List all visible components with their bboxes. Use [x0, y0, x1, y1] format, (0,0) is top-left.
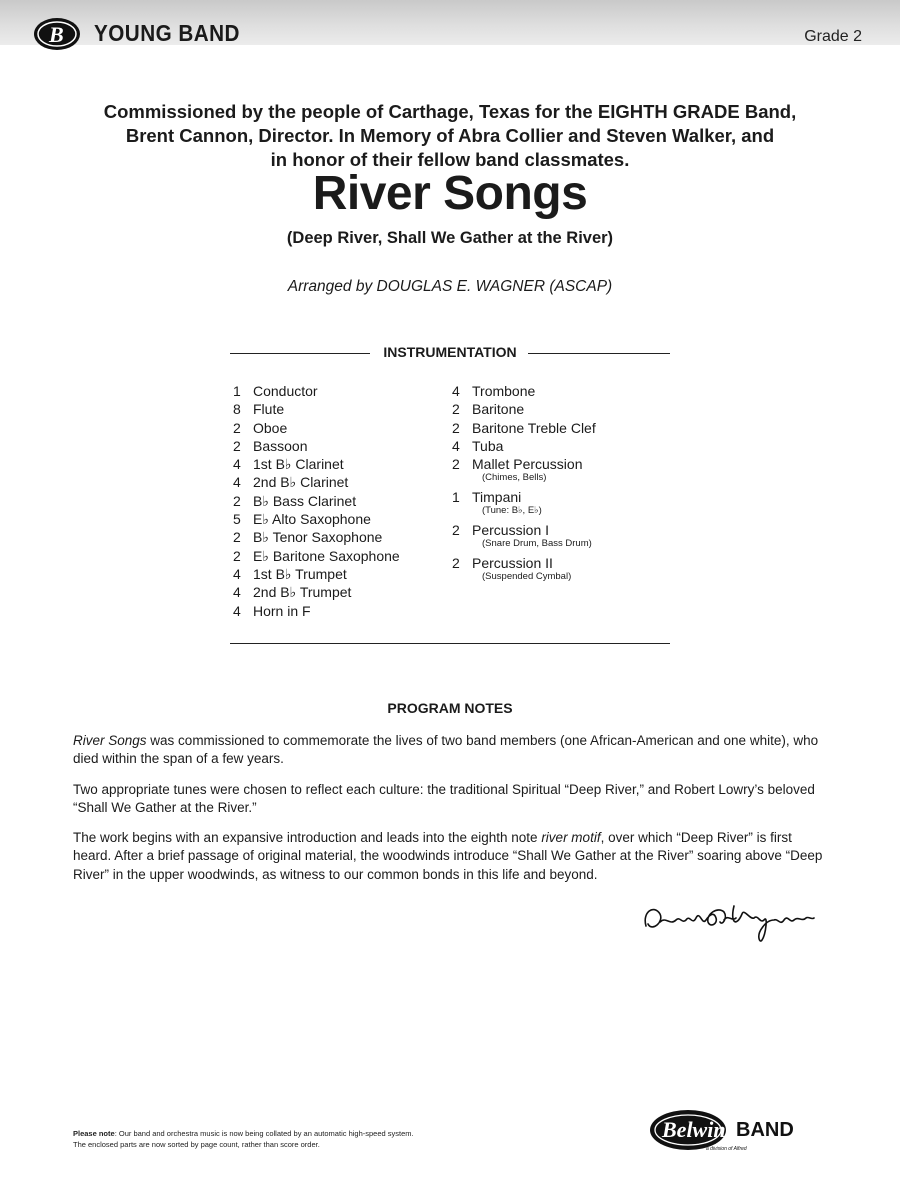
- grade-label: Grade 2: [804, 28, 862, 45]
- instrument-name: Timpani: [472, 489, 522, 506]
- series-name: YOUNG BAND: [94, 20, 240, 46]
- part-count: 4: [233, 474, 241, 491]
- part-count: 4: [452, 383, 460, 399]
- part-count: 2: [233, 437, 241, 454]
- river-motif-term: river motif: [541, 830, 601, 846]
- instrument-note: (Tune: B♭, E♭): [482, 505, 542, 517]
- instrument-name: Baritone: [472, 401, 525, 418]
- part-count: 2: [233, 492, 241, 509]
- instrument-name: Horn in F: [253, 602, 311, 619]
- arranger-credit: Arranged by DOUGLAS E. WAGNER (ASCAP): [287, 278, 613, 295]
- svg-text:a division of Alfred: a division of Alfred: [706, 1146, 747, 1152]
- commission-line: Commissioned by the people of Carthage, Texas for the EIGHTH GRADE Band,: [103, 101, 797, 122]
- instrument-name: Percussion I: [472, 522, 550, 539]
- instrument-name: E♭ Baritone Saxophone: [253, 547, 400, 564]
- part-count: 4: [233, 456, 241, 473]
- instrument-name: Percussion II: [472, 555, 553, 572]
- part-count: 2: [233, 547, 241, 564]
- instrument-note: (Snare Drum, Bass Drum): [482, 538, 592, 550]
- part-count: 4: [452, 437, 460, 454]
- commission-line: Brent Cannon, Director. In Memory of Abra Collier and Steven Walker, and: [125, 125, 775, 146]
- instrument-name: Tuba: [472, 437, 504, 454]
- instrument-name: B♭ Bass Clarinet: [253, 492, 357, 509]
- instrument-name: E♭ Alto Saxophone: [253, 511, 371, 528]
- divider: [528, 353, 670, 354]
- belwin-band-logo-icon: [648, 1106, 838, 1154]
- part-count: 8: [233, 401, 241, 418]
- instrument-name: Oboe: [253, 419, 288, 436]
- part-count: 1: [233, 383, 241, 399]
- part-count: 2: [452, 555, 460, 572]
- part-count: 2: [233, 419, 241, 436]
- svg-text:BAND: BAND: [736, 1119, 794, 1141]
- instrumentation-heading: [230, 344, 670, 364]
- notes-paragraph: River Songs was commissioned to commemorate the lives of two band members (one African-American and one white), who died within the span of a few years.: [73, 733, 819, 767]
- part-count: 4: [233, 565, 241, 582]
- part-count: 2: [452, 419, 460, 436]
- piece-title: River Songs: [312, 167, 588, 220]
- part-count: 4: [233, 584, 241, 601]
- instrumentation-label: INSTRUMENTATION: [383, 344, 517, 360]
- footer-note: Please note: Our band and orchestra music is now being collated by an automatic high-speed system. The enclosed parts are now sorted by page count, rather than score order.: [73, 1129, 414, 1149]
- notes-paragraph: Two appropriate tunes were chosen to reflect each culture: the traditional Spiritual “Deep River,” and Robert Lowry’s beloved “Shall We Gather at the River.”: [73, 781, 815, 815]
- instrument-name: Conductor: [253, 383, 318, 399]
- signature: [636, 892, 826, 948]
- instrument-note: (Chimes, Bells): [482, 472, 547, 484]
- commission-text: [60, 100, 840, 172]
- instrument-name: B♭ Tenor Saxophone: [253, 529, 383, 546]
- instrument-name: Baritone Treble Clef: [472, 419, 596, 436]
- instrument-name: Trombone: [472, 383, 536, 399]
- instrument-note: (Suspended Cymbal): [482, 571, 572, 583]
- young-band-logo-icon: [32, 15, 82, 53]
- part-count: 2: [233, 529, 241, 546]
- divider: [230, 643, 670, 644]
- instrument-name: 2nd B♭ Trumpet: [253, 584, 352, 601]
- part-count: 1: [452, 489, 460, 506]
- part-count: 4: [233, 602, 241, 619]
- header-bar: [0, 0, 900, 45]
- part-count: 5: [233, 511, 241, 528]
- svg-text:Belwin: Belwin: [662, 1117, 726, 1142]
- svg-text:B: B: [49, 22, 64, 47]
- part-count: 2: [452, 522, 460, 539]
- instrument-name: Flute: [253, 401, 285, 418]
- instrument-name: 2nd B♭ Clarinet: [253, 474, 349, 491]
- part-count: 2: [452, 456, 460, 473]
- instrument-name: 1st B♭ Trumpet: [253, 565, 347, 582]
- piece-title-ref: River Songs: [73, 733, 147, 748]
- program-notes-heading: PROGRAM NOTES: [387, 700, 513, 716]
- instrument-name: 1st B♭ Clarinet: [253, 456, 344, 473]
- notes-paragraph: The work begins with an expansive introduction and leads into the eighth note river motif, over which “Deep River” is first heard. After a brief passage of original material, the woodwinds introduce “Shall We Gather at the River” soaring above “Deep River” in the upper woodwinds, as witness to our common bonds in this life and beyond.: [73, 830, 823, 882]
- part-count: 2: [452, 401, 460, 418]
- instrument-name: Bassoon: [253, 437, 308, 454]
- program-notes: [73, 732, 830, 896]
- instrument-name: Mallet Percussion: [472, 456, 583, 473]
- commission-line: in honor of their fellow band classmates.: [270, 149, 630, 170]
- piece-subtitle: (Deep River, Shall We Gather at the River): [286, 229, 614, 247]
